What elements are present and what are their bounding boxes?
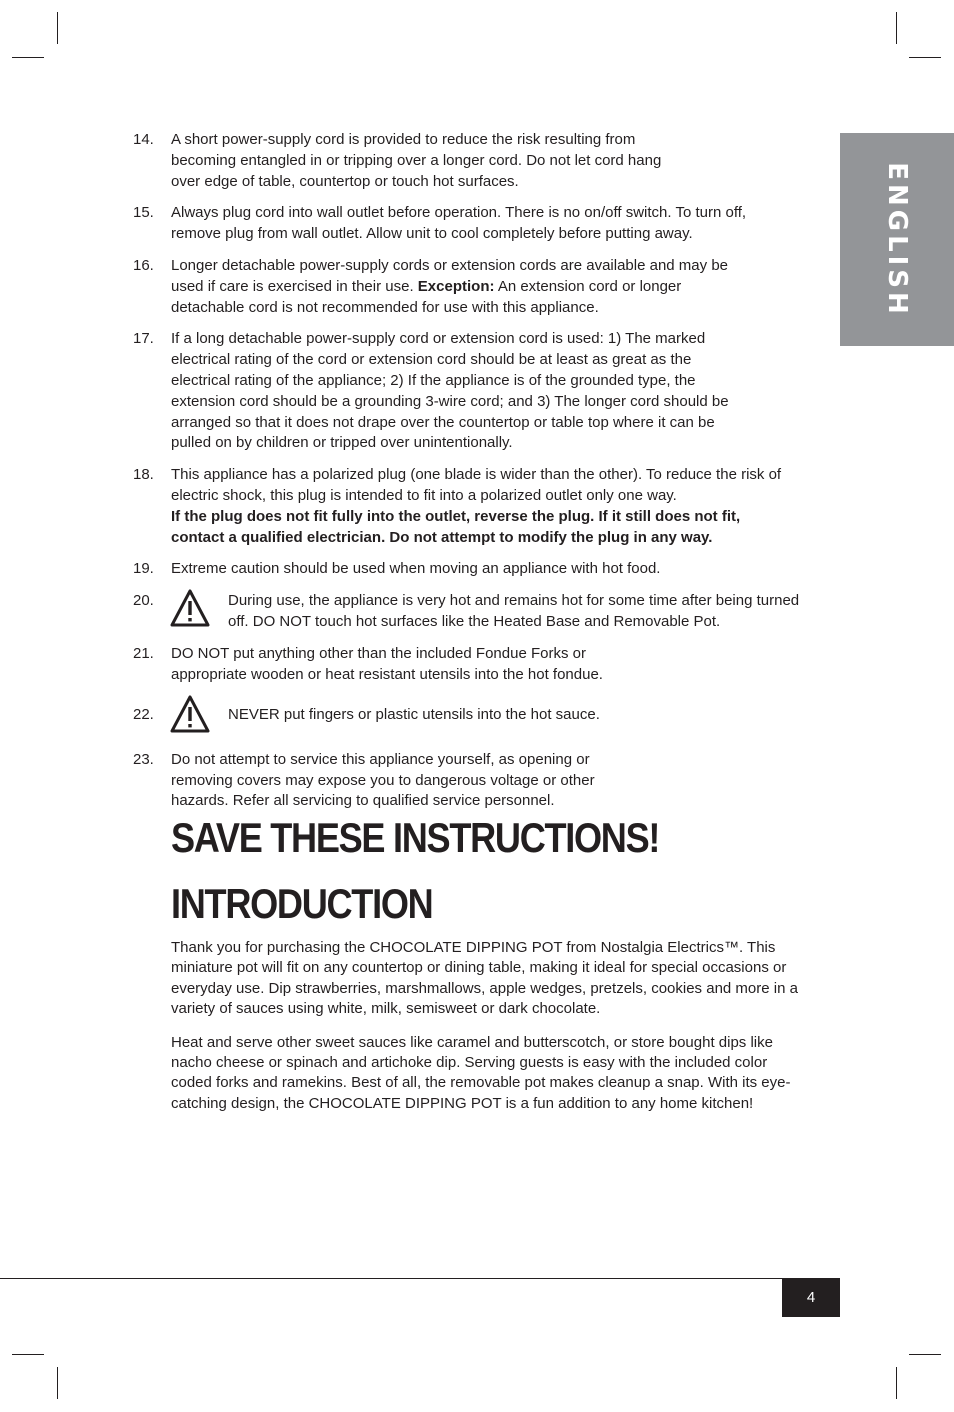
intro-paragraph: Heat and serve other sweet sauces like caramel and butterscotch, or store bought dips like nacho cheese or spinach and artichoke dip. Serving guests is easy with the included color coded forks and ramekins. Best of all, the removable pot makes cleanup a snap. With its eye-catching design, the CHOCOLATE DIPPING POT is a fun addition to any home kitchen!: [171, 1033, 791, 1112]
warning-triangle-icon: [170, 695, 210, 733]
item-text: NEVER put fingers or plastic utensils into the hot sauce.: [228, 705, 600, 723]
exception-label: Exception:: [417, 277, 495, 295]
item-text-part: An extension cord or longer detachable cord is not recommended for use with this appliance.: [171, 277, 682, 316]
item-number: 22.: [133, 705, 154, 723]
item-number: 20.: [133, 592, 154, 610]
list-item: [133, 750, 813, 812]
warning-triangle-icon: [170, 589, 210, 627]
language-tab: [840, 133, 954, 346]
crop-mark: [12, 57, 44, 58]
list-item: [133, 130, 813, 192]
item-text-part: Longer detachable power-supply cords or extension cords are available and may be used if care is exercised in their use.: [171, 256, 728, 295]
page-number-label: 4: [806, 1289, 816, 1306]
item-number: 17.: [133, 330, 154, 348]
item-text: During use, the appliance is very hot and remains hot for some time after being turned off. DO NOT touch hot surfaces like the Heated Base and Removable Pot.: [228, 592, 800, 630]
list-item: [133, 203, 813, 245]
page-number: [782, 1278, 840, 1317]
list-item: [133, 559, 813, 580]
item-number: 16.: [133, 256, 154, 274]
item-text: If a long detachable power-supply cord or extension cord is used: 1) The marked electrical rating of the cord or extension cord should be at least as great as the electrical rating of the appliance; 2) If the appliance is of the grounded type, the extension cord should be a grounding 3-wire cord; and 3) The longer cord should be arranged so that it does not drape over the countertop or table top where it can be pulled on by children or tripped over unintentionally.: [171, 330, 729, 452]
introduction-heading: INTRODUCTION: [171, 880, 433, 927]
item-number: 19.: [133, 560, 154, 578]
item-text: Extreme caution should be used when moving an appliance with hot food.: [171, 560, 661, 578]
introduction-body: [171, 938, 811, 1127]
crop-mark: [909, 57, 941, 58]
list-item: [133, 644, 813, 686]
item-text: This appliance has a polarized plug (one blade is wider than the other). To reduce the risk of electric shock, this plug is intended to fit into a polarized outlet only one way.: [171, 466, 782, 504]
item-text: Always plug cord into wall outlet before operation. There is no on/off switch. To turn off, remove plug from wall outlet. Allow unit to cool completely before putting away.: [171, 204, 747, 243]
crop-mark: [57, 1367, 58, 1399]
item-bold-warning: If the plug does not fit fully into the outlet, reverse the plug. If it still does not fit, contact a qualified electrician. Do not attempt to modify the plug in any way.: [171, 507, 741, 546]
item-text: A short power-supply cord is provided to reduce the risk resulting from becoming entangled in or tripping over a longer cord. Do not let cord hang over edge of table, countertop or touch hot surfaces.: [171, 131, 662, 190]
list-item: [133, 591, 813, 633]
language-tab-label: ENGLISH: [882, 161, 912, 318]
item-number: 23.: [133, 750, 154, 768]
item-number: 15.: [133, 204, 154, 222]
safety-instructions-list: [133, 130, 813, 823]
item-number: 14.: [133, 131, 154, 148]
list-item: [133, 465, 813, 548]
list-item: [133, 256, 813, 318]
item-text: [171, 256, 731, 318]
crop-mark: [57, 12, 58, 44]
list-item: [133, 329, 813, 454]
crop-mark: [896, 12, 897, 44]
crop-mark: [12, 1354, 44, 1355]
list-item: [133, 697, 813, 739]
item-number: 18.: [133, 466, 154, 484]
save-instructions-heading: SAVE THESE INSTRUCTIONS!: [171, 814, 660, 861]
item-number: 21.: [133, 645, 154, 663]
intro-paragraph: Thank you for purchasing the CHOCOLATE DIPPING POT from Nostalgia Electrics™. This miniature pot will fit on any countertop or dining table, making it ideal for special occasions or everyday use. Dip strawberries, marshmallows, apple wedges, pretzels, cookies and more in a variety of sauces using white, milk, semisweet or dark chocolate.: [171, 939, 798, 1018]
crop-mark: [909, 1354, 941, 1355]
item-text: Do not attempt to service this appliance yourself, as opening or removing covers may expose you to dangerous voltage or other hazards. Refer all servicing to qualified service personnel.: [171, 750, 595, 810]
crop-mark: [896, 1367, 897, 1399]
footer-rule: [0, 1278, 840, 1279]
item-text: DO NOT put anything other than the included Fondue Forks or appropriate wooden or heat resistant utensils into the hot fondue.: [171, 645, 603, 683]
